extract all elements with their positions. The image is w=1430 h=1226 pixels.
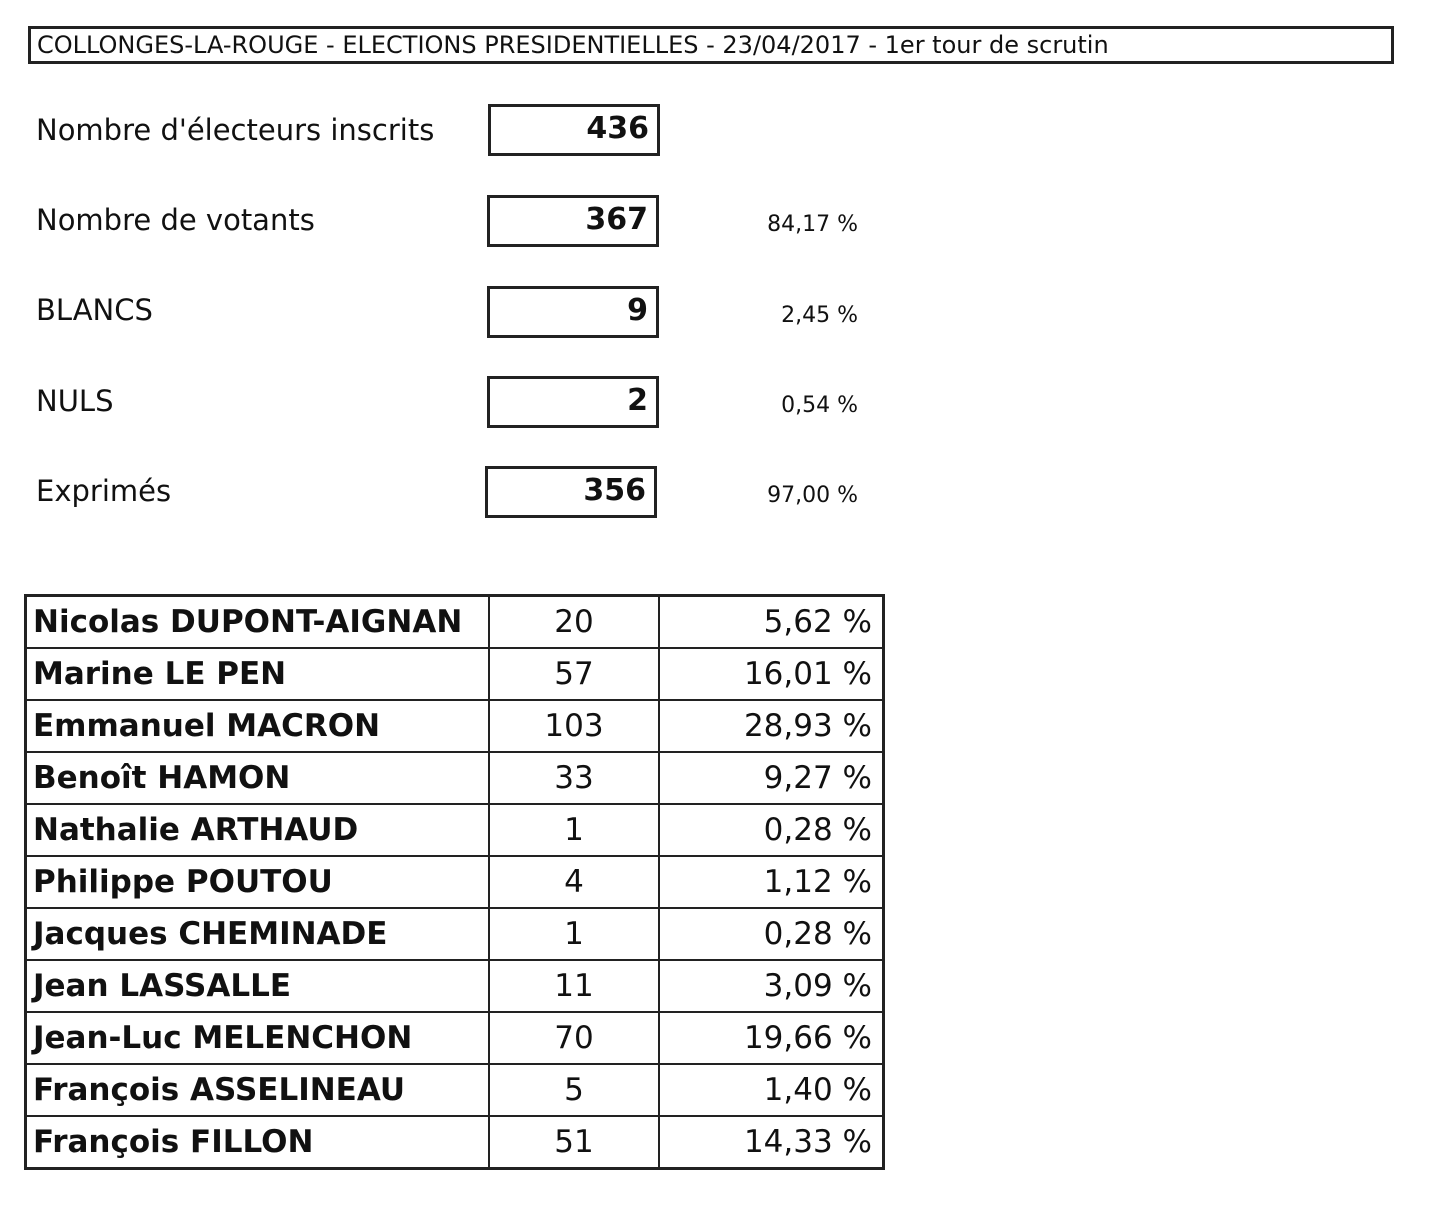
candidate-pct: 5,62 % (659, 596, 884, 649)
candidate-name: Emmanuel MACRON (26, 700, 490, 752)
candidate-pct: 16,01 % (659, 648, 884, 700)
candidate-votes: 51 (489, 1116, 659, 1169)
candidate-name: Benoît HAMON (26, 752, 490, 804)
candidate-name: Jacques CHEMINADE (26, 908, 490, 960)
candidate-votes: 11 (489, 960, 659, 1012)
stat-label-inscrits: Nombre d'électeurs inscrits (36, 113, 435, 147)
stat-label-blancs: BLANCS (36, 293, 153, 327)
stat-value-blancs: 9 (487, 286, 659, 338)
candidate-pct: 1,12 % (659, 856, 884, 908)
table-row (26, 1116, 884, 1169)
candidate-pct: 9,27 % (659, 752, 884, 804)
candidate-votes: 1 (489, 908, 659, 960)
candidate-name: François FILLON (26, 1116, 490, 1169)
candidate-pct: 3,09 % (659, 960, 884, 1012)
candidate-pct: 28,93 % (659, 700, 884, 752)
stat-value-votants: 367 (487, 195, 659, 247)
stat-value-exprimes: 356 (485, 466, 657, 518)
candidate-votes: 70 (489, 1012, 659, 1064)
candidate-votes: 103 (489, 700, 659, 752)
stat-pct-nuls: 0,54 % (781, 393, 858, 418)
table-row (26, 648, 884, 700)
stat-pct-blancs: 2,45 % (781, 303, 858, 328)
candidate-name: Philippe POUTOU (26, 856, 490, 908)
candidate-name: François ASSELINEAU (26, 1064, 490, 1116)
table-row (26, 700, 884, 752)
results-table (24, 594, 885, 1170)
table-row (26, 596, 884, 649)
candidate-votes: 5 (489, 1064, 659, 1116)
table-row (26, 856, 884, 908)
table-row (26, 908, 884, 960)
document-title: COLLONGES-LA-ROUGE - ELECTIONS PRESIDENTIELLES - 23/04/2017 - 1er tour de scrutin (28, 26, 1394, 64)
candidate-name: Jean-Luc MELENCHON (26, 1012, 490, 1064)
stat-pct-votants: 84,17 % (767, 212, 858, 237)
candidate-name: Nathalie ARTHAUD (26, 804, 490, 856)
stat-value-nuls: 2 (487, 376, 659, 428)
candidate-votes: 57 (489, 648, 659, 700)
candidate-votes: 20 (489, 596, 659, 649)
candidate-name: Marine LE PEN (26, 648, 490, 700)
stat-label-nuls: NULS (36, 384, 114, 418)
candidate-votes: 1 (489, 804, 659, 856)
candidate-pct: 1,40 % (659, 1064, 884, 1116)
candidate-votes: 33 (489, 752, 659, 804)
table-row (26, 752, 884, 804)
table-row (26, 1012, 884, 1064)
stat-value-inscrits: 436 (488, 104, 660, 156)
candidate-name: Nicolas DUPONT-AIGNAN (26, 596, 490, 649)
candidate-pct: 0,28 % (659, 804, 884, 856)
table-row (26, 960, 884, 1012)
candidate-pct: 19,66 % (659, 1012, 884, 1064)
table-row (26, 1064, 884, 1116)
stat-label-exprimes: Exprimés (36, 474, 172, 508)
candidate-pct: 0,28 % (659, 908, 884, 960)
stat-label-votants: Nombre de votants (36, 203, 315, 237)
candidate-pct: 14,33 % (659, 1116, 884, 1169)
table-row (26, 804, 884, 856)
candidate-name: Jean LASSALLE (26, 960, 490, 1012)
candidate-votes: 4 (489, 856, 659, 908)
stat-pct-exprimes: 97,00 % (767, 483, 858, 508)
